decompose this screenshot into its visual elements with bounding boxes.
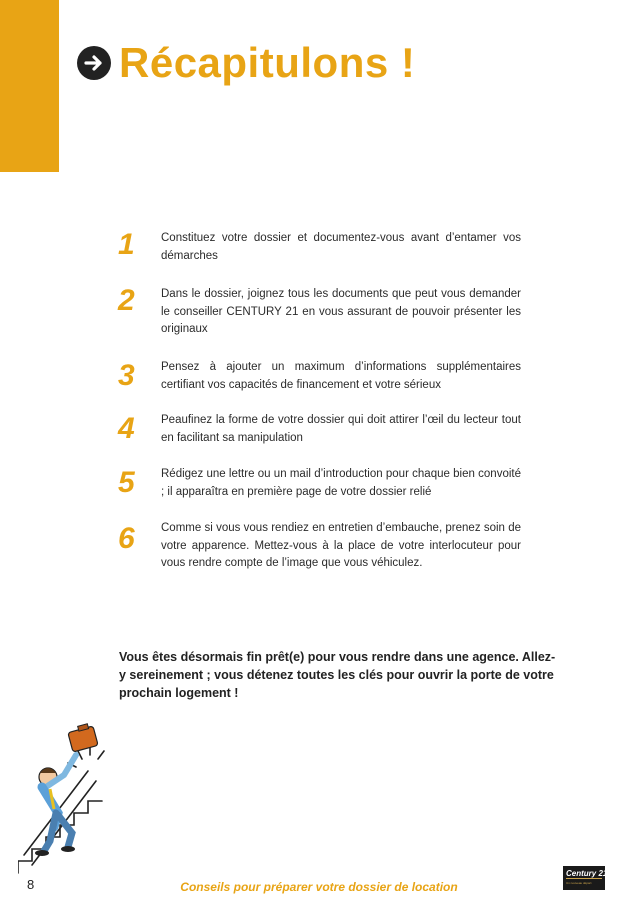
step-number: 1	[118, 228, 135, 261]
footer-title: Conseils pour préparer votre dossier de location	[180, 880, 458, 894]
step-2	[118, 286, 528, 342]
logo-divider	[566, 878, 602, 879]
step-number: 6	[118, 522, 135, 555]
step-text: Constituez votre dossier et documentez-vous avant d’entamer vos démarches	[161, 232, 521, 262]
step-text: Dans le dossier, joignez tous les documents que peut vous demander le conseiller CENTURY 21 en vous assurant de pouvoir présenter les originaux	[161, 288, 521, 335]
logo-tagline: Un nouveau départ	[566, 881, 592, 885]
accent-side-bar	[0, 0, 59, 172]
step-text: Pensez à ajouter un maximum d’informations supplémentaires certifiant vos capacités de financement et votre sérieux	[161, 361, 521, 391]
step-3	[118, 359, 528, 399]
step-text: Peaufinez la forme de votre dossier qui doit attirer l’œil du lecteur tout en facilitant sa manipulation	[161, 414, 521, 444]
step-number: 2	[118, 284, 135, 317]
step-1	[118, 230, 528, 270]
step-number: 4	[118, 412, 135, 445]
conclusion-text: Vous êtes désormais fin prêt(e) pour vous rendre dans une agence. Allez-y sereinement ; vous détenez toutes les clés pour ouvrir la porte de votre prochain logement !	[119, 650, 556, 700]
century21-logo	[563, 866, 608, 890]
step-number: 5	[118, 466, 135, 499]
title-block	[77, 39, 416, 86]
page-title: Récapitulons !	[119, 39, 416, 86]
step-text: Rédigez une lettre ou un mail d’introduction pour chaque bien convoité ; il apparaîtra en première page de votre dossier relié	[161, 468, 521, 498]
arrow-right-circle-icon	[77, 46, 111, 80]
man-climbing-stairs-illustration	[18, 715, 126, 875]
page-number: 8	[27, 877, 35, 892]
step-4	[118, 412, 528, 452]
logo-text: Century 21	[566, 869, 608, 878]
step-5	[118, 466, 528, 506]
step-number: 3	[118, 359, 135, 392]
step-text: Comme si vous vous rendiez en entretien d’embauche, prenez soin de votre apparence. Mettez-vous à la place de votre interlocuteur pour vous rendre compte de l’image que vous véhiculez.	[161, 522, 521, 569]
step-6	[118, 520, 528, 595]
